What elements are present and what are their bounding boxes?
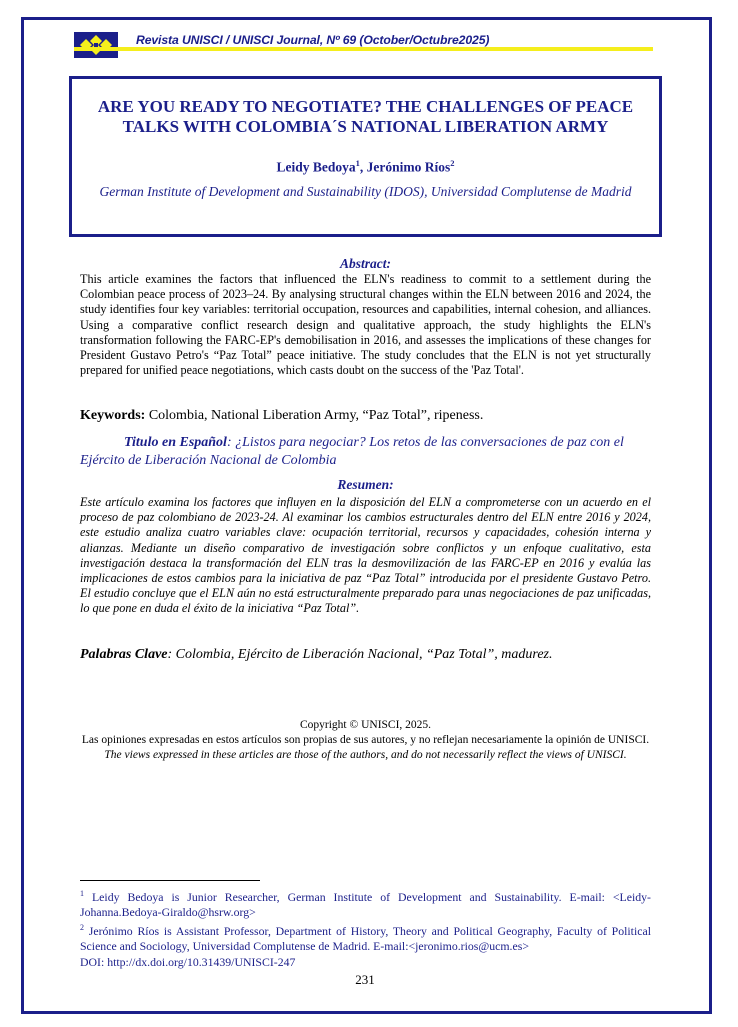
- author-1-footnote-mark[interactable]: 1: [355, 158, 360, 168]
- keywords-label: Keywords:: [80, 408, 146, 423]
- journal-header: Revista UNISCI / UNISCI Journal, Nº 69 (October/Octubre2025): [136, 33, 490, 47]
- page-number: 231: [355, 972, 375, 987]
- doi-link[interactable]: DOI: http://dx.doi.org/10.31439/UNISCI-247: [80, 954, 296, 969]
- keywords: [80, 407, 651, 424]
- resumen-heading: Resumen:: [337, 477, 394, 492]
- palabras-clave: [80, 646, 651, 663]
- copyright-block: [80, 718, 651, 763]
- author-2-footnote-mark[interactable]: 2: [450, 158, 455, 168]
- disclaimer: [80, 733, 651, 763]
- footnotes: [80, 886, 651, 970]
- palabras-clave-text: : Colombia, Ejército de Liberación Nacional, “Paz Total”, madurez.: [167, 647, 553, 662]
- spanish-title: [80, 434, 651, 469]
- copyright-line: Copyright © UNISCI, 2025.: [299, 719, 432, 731]
- affiliation: German Institute of Development and Sustainability (IDOS), Universidad Complutense de Madrid: [99, 184, 632, 199]
- footnote-separator: [80, 880, 260, 881]
- footnote-2: [80, 920, 651, 954]
- spanish-title-text: : ¿Listos para negociar? Los retos de las conversaciones de paz con el Ejército de Liberación Nacional de Colombia: [80, 435, 624, 468]
- abstract-heading: Abstract:: [339, 256, 391, 271]
- disclaimer-english: The views expressed in these articles are those of the authors, and do not necessarily reflect the views of UNISCI.: [104, 749, 627, 761]
- footnote-1-mark: 1: [80, 889, 84, 898]
- keywords-text: Colombia, National Liberation Army, “Paz Total”, ripeness.: [145, 408, 484, 423]
- footnote-1-text[interactable]: Leidy Bedoya is Junior Researcher, German Institute of Development and Sustainability. E-mail: <Leidy-Johanna.Bedoya-Giraldo@hsrw.org>: [80, 889, 651, 920]
- disclaimer-spanish: Las opiniones expresadas en estos artículos son propias de sus autores, y no reflejan necesariamente la opinión de UNISCI.: [81, 734, 650, 746]
- author-2: Jerónimo Ríos: [366, 159, 451, 175]
- resumen-text: Este artículo examina los factores que influyen en la disposición del ELN a comprometerse con un acuerdo en el proceso de paz colombiano de 2023-24. Al examinar los cambios estructurales dentro del ELN entre 2016 y 2024, este estudio analiza cuatro variables clave: ocupación territorial, recursos y capacidades, cohesión interna y alianzas. Mediante un diseño comparativo de investigación sobre conflictos y un enfoque cualitativo, esta investigación destaca la transformación del ELN tras la desmovilización de las FARC-EP en 2016 y evalúa las implicaciones de estos cambios para la iniciativa de paz “Paz Total” introducida por el presidente Gustavo Petro. El estudio concluye que el ELN aún no está estructuralmente preparado para unas negociaciones de paz unificadas, lo que pone en duda el éxito de la iniciativa “Paz Total”.: [80, 495, 651, 616]
- author-separator: ,: [359, 159, 367, 175]
- footnote-2-text[interactable]: Jerónimo Ríos is Assistant Professor, Department of History, Theory and Political Geography, Faculty of Political Science and Sociology, Universidad Complutense de Madrid. E-mail:<jeronimo.rios@ucm.es>: [80, 924, 651, 954]
- abstract-text: This article examines the factors that influenced the ELN's readiness to commit to a settlement during the Colombian peace process of 2023–24. By analysing structural changes within the ELN between 2016 and 2024, the study identifies four key variables: territorial occupation, resources and capabilities, internal cohesion, and alliances. Using a comparative conflict research design and qualitative approach, the study highlights the ELN's transformation following the FARC-EP's demobilisation in 2016, and assesses the implications of these changes for President Gustavo Petro's “Paz Total” peace initiative. The study concludes that the ELN is not yet structurally prepared for unified peace negotiations, which casts doubt on the success of the 'Paz Total'.: [80, 272, 651, 378]
- footnote-2-mark: 2: [80, 923, 84, 933]
- unisci-logo: [74, 32, 118, 58]
- author-1: Leidy Bedoya: [276, 159, 356, 175]
- palabras-clave-label: Palabras Clave: [80, 647, 168, 662]
- article-title: ARE YOU READY TO NEGOTIATE? THE CHALLENGES OF PEACE TALKS WITH COLOMBIA´S NATIONAL LIBERATION ARMY: [97, 97, 634, 136]
- footnote-1: [80, 886, 651, 920]
- spanish-title-label: Titulo en Español: [124, 435, 227, 450]
- authors: [78, 158, 653, 176]
- header-rule: [74, 47, 653, 51]
